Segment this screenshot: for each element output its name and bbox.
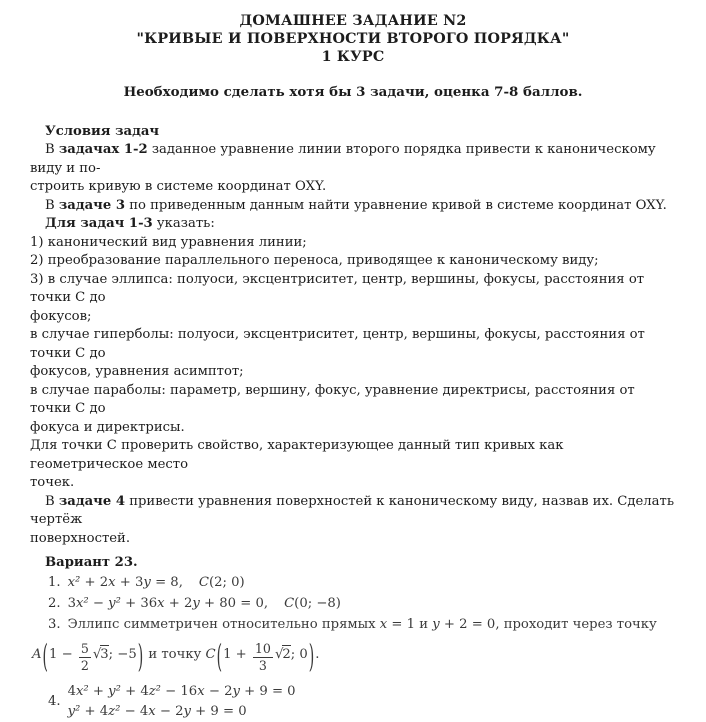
text-run: 4 bbox=[67, 684, 76, 699]
fraction: $\frac{5}{2}$ bbox=[80, 640, 89, 673]
text-run: = 1 и bbox=[387, 617, 433, 632]
text-run: Для задач 1-3 bbox=[45, 216, 153, 231]
text-line bbox=[30, 141, 676, 178]
text-run: C bbox=[284, 596, 295, 611]
text-run: y bbox=[143, 575, 151, 590]
text-run: + 3 bbox=[115, 575, 144, 590]
radicand: 3 bbox=[100, 647, 109, 662]
text-run: x bbox=[197, 684, 205, 699]
text-run: y² bbox=[108, 596, 121, 611]
text-run: по приведенным данным найти уравнение кривой в системе координат OXY. bbox=[125, 197, 667, 213]
text-line bbox=[30, 474, 676, 493]
text-run: z² bbox=[108, 704, 121, 719]
text-run: − 2 bbox=[204, 684, 233, 699]
text-run: + 36 bbox=[120, 596, 158, 611]
problem-3-formula bbox=[32, 635, 676, 677]
text-line bbox=[30, 419, 676, 438]
text-run: . bbox=[315, 647, 320, 662]
text-run: − 4 bbox=[120, 704, 149, 719]
problem-2-number: 2. bbox=[48, 596, 61, 611]
text-line bbox=[30, 326, 676, 363]
text-run: и точку bbox=[144, 647, 206, 662]
text-run: задачах 1-2 bbox=[58, 142, 148, 157]
text-run: x bbox=[157, 596, 165, 611]
text-run: ; −5 bbox=[108, 647, 137, 662]
text-run: C bbox=[198, 575, 209, 590]
title-line-2: "КРИВЫЕ И ПОВЕРХНОСТИ ВТОРОГО ПОРЯДКА" bbox=[136, 31, 570, 47]
conditions-section bbox=[30, 122, 676, 548]
text-run: + 9 = 0 bbox=[190, 704, 247, 719]
text-run: 3) в случае эллипса: полуоси, эксцентриситет, центр, вершины, фокусы, расстояния от точки C до bbox=[30, 271, 645, 305]
text-line bbox=[30, 363, 676, 382]
text-run: + 2 = 0, проходит через точку bbox=[439, 617, 657, 632]
text-run: − 2 bbox=[155, 704, 184, 719]
text-run: + 80 = 0, bbox=[199, 596, 269, 611]
text-run: задаче 3 bbox=[58, 197, 125, 213]
text-run: В bbox=[45, 197, 59, 213]
text-run: x bbox=[379, 617, 388, 632]
assignment-note: Необходимо сделать хотя бы 3 задачи, оценка 7-8 баллов. bbox=[123, 84, 583, 100]
text-run: + 9 = 0 bbox=[239, 684, 296, 699]
variant-heading: Вариант 23. bbox=[45, 555, 138, 570]
problem-4-equation-1 bbox=[68, 682, 296, 702]
problem-1-number: 1. bbox=[48, 575, 61, 590]
text-run: y² bbox=[108, 684, 121, 699]
text-run: привести уравнения поверхностей к каноническому виду, назвав их. Сделать чертёж bbox=[30, 493, 675, 527]
problem-2-formula bbox=[68, 594, 341, 614]
problem-4-equation-2 bbox=[68, 702, 296, 722]
text-run: поверхностей. bbox=[30, 530, 131, 546]
text-run: фокуса и директрисы. bbox=[30, 419, 185, 435]
big-paren: ( bbox=[42, 639, 48, 677]
text-run: y bbox=[432, 617, 440, 632]
text-run: C bbox=[205, 647, 216, 662]
problem-1 bbox=[48, 573, 676, 593]
text-run: x² bbox=[75, 684, 89, 699]
text-run: В bbox=[45, 493, 59, 509]
text-run: фокусов; bbox=[30, 308, 92, 324]
text-line bbox=[30, 197, 676, 216]
problem-1-formula bbox=[68, 573, 245, 593]
problem-3-number: 3. bbox=[48, 617, 61, 632]
text-line bbox=[30, 493, 676, 530]
text-run: задаче 4 bbox=[58, 493, 125, 509]
text-run: (2; 0) bbox=[209, 575, 245, 590]
text-run: x² bbox=[75, 596, 89, 611]
big-paren: ) bbox=[308, 639, 315, 677]
text-line bbox=[30, 382, 676, 419]
text-line bbox=[30, 234, 676, 253]
text-run: + 2 bbox=[80, 575, 109, 590]
text-run: y bbox=[232, 684, 240, 699]
text-run: фокусов, уравнения асимптот; bbox=[30, 364, 244, 379]
text-run: x² bbox=[67, 575, 81, 590]
conditions-text bbox=[30, 141, 676, 548]
text-run: 1) канонический вид уравнения линии; bbox=[30, 234, 307, 250]
text-run: 3 bbox=[67, 596, 76, 611]
text-line bbox=[30, 178, 676, 197]
text-run: указать: bbox=[152, 216, 215, 231]
text-run: точек. bbox=[30, 475, 75, 490]
text-run: (0; −8) bbox=[294, 596, 341, 611]
text-run: 2) преобразование параллельного переноса, приводящее к каноническому виду; bbox=[30, 253, 599, 268]
text-line bbox=[30, 437, 676, 474]
problem-3-text bbox=[68, 615, 657, 635]
fraction: $\frac{10}{3}$ bbox=[254, 640, 271, 673]
text-run: 1 − bbox=[49, 647, 77, 662]
text-run: + bbox=[88, 684, 109, 699]
text-line bbox=[30, 530, 676, 549]
problem-4-system bbox=[68, 682, 296, 722]
text-run: Эллипс симметричен относительно прямых bbox=[67, 617, 380, 632]
text-run: В bbox=[45, 142, 59, 157]
text-line bbox=[30, 308, 676, 327]
text-line bbox=[30, 215, 676, 234]
problem-2 bbox=[48, 594, 676, 614]
text-run: y² bbox=[67, 704, 81, 719]
text-run: в случае параболы: параметр, вершину, фокус, уравнение директрисы, расстояния от точки C до bbox=[30, 382, 635, 416]
conditions-heading: Условия задач bbox=[45, 124, 160, 139]
text-run: x bbox=[148, 704, 156, 719]
text-run: заданное уравнение линии второго порядка привести к каноническому виду и по- bbox=[30, 142, 656, 176]
text-run: − bbox=[88, 596, 109, 611]
text-line bbox=[30, 252, 676, 271]
text-run: + 2 bbox=[164, 596, 193, 611]
big-paren: ( bbox=[216, 639, 223, 677]
title-line-1: ДОМАШНЕЕ ЗАДАНИЕ N2 bbox=[239, 13, 467, 29]
title-line-3: 1 КУРС bbox=[321, 49, 385, 65]
text-run: x bbox=[108, 575, 116, 590]
text-run: y bbox=[192, 596, 200, 611]
text-run: z² bbox=[148, 684, 161, 699]
radical-sign: √ bbox=[92, 647, 101, 662]
text-run: A bbox=[32, 647, 42, 662]
problem-4-number: 4. bbox=[48, 694, 61, 709]
text-run: = 8, bbox=[150, 575, 183, 590]
text-run: в случае гиперболы: полуоси, эксцентриситет, центр, вершины, фокусы, расстояния от точки C до bbox=[30, 327, 645, 361]
text-line bbox=[30, 271, 676, 308]
text-run: y bbox=[183, 704, 191, 719]
document-header bbox=[30, 12, 676, 101]
text-run: 1 + bbox=[223, 647, 251, 662]
text-run: Для точки C проверить свойство, характеризующее данный тип кривых как геометрическое место bbox=[30, 438, 564, 472]
text-run: − 16 bbox=[160, 684, 198, 699]
text-run: + 4 bbox=[120, 684, 149, 699]
text-run: + 4 bbox=[80, 704, 109, 719]
radicand: 2 bbox=[282, 647, 291, 662]
text-run: ; 0 bbox=[290, 647, 308, 662]
variant-section bbox=[30, 553, 676, 722]
big-paren: ) bbox=[137, 639, 144, 677]
text-run: строить кривую в системе координат OXY. bbox=[30, 179, 327, 194]
radical-sign: √ bbox=[274, 647, 283, 662]
